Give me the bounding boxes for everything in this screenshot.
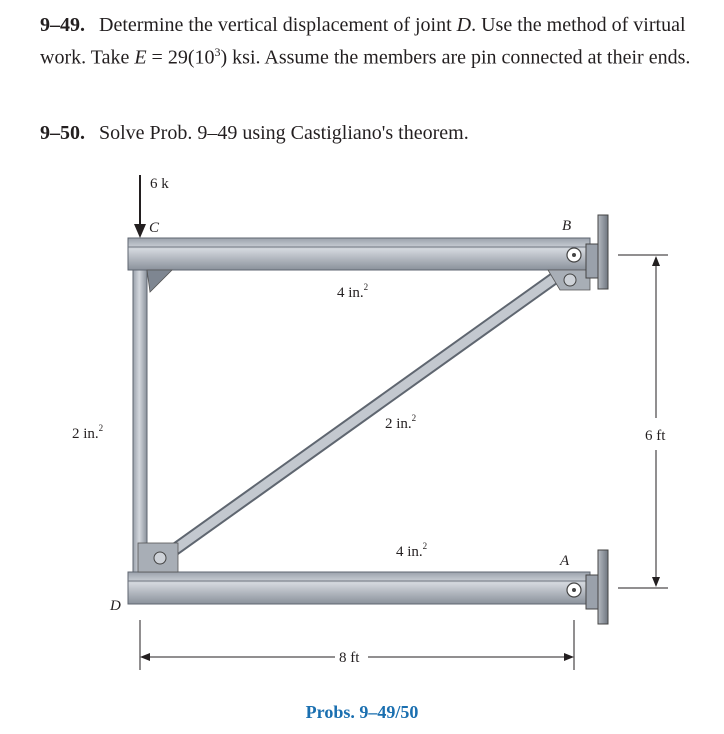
member-diagonal	[160, 267, 570, 560]
joint-symbol: D	[456, 14, 472, 36]
problem-number: 9–49.	[40, 14, 85, 36]
dimension-line-height	[618, 255, 668, 588]
modulus-symbol: E	[134, 46, 147, 69]
problem-text: Determine the vertical displacement of joint	[99, 14, 457, 36]
joint-label-b: B	[562, 218, 572, 234]
pin-diagonal-b	[564, 274, 576, 286]
dimension-width-label: 8 ft	[339, 650, 360, 666]
joint-label-c: C	[149, 220, 160, 236]
gusset-plate-c	[147, 270, 172, 292]
problem-number: 9–50.	[40, 122, 85, 144]
member-cd	[133, 255, 147, 585]
load-arrow	[134, 175, 146, 238]
problem-text: = 29(10	[146, 46, 215, 69]
area-label-bottom: 4 in.$^2$	[396, 541, 428, 560]
pin-d	[154, 552, 166, 564]
joint-label-a: A	[560, 553, 570, 569]
area-label-left: 2 in.$^2$	[72, 423, 104, 442]
figure-caption: Probs. 9–49/50	[305, 702, 419, 722]
problem-text: . Use the method of virtual work. Take	[40, 14, 686, 69]
member-cb	[128, 238, 590, 270]
load-label: 6 k	[150, 176, 169, 192]
exponent: 3	[214, 45, 221, 59]
joint-label-d: D	[110, 598, 121, 614]
member-da	[128, 572, 590, 604]
dimension-height-label: 6 ft	[645, 428, 666, 444]
problem-text: Solve Prob. 9–49 using Castigliano's theorem.	[99, 122, 469, 144]
area-label-diagonal: 2 in.$^2$	[385, 413, 417, 432]
area-label-top: 4 in.$^2$	[337, 282, 369, 301]
problem-text: ) ksi. Assume the members are pin connected at their ends.	[220, 46, 691, 69]
wall-support-a	[567, 550, 608, 624]
